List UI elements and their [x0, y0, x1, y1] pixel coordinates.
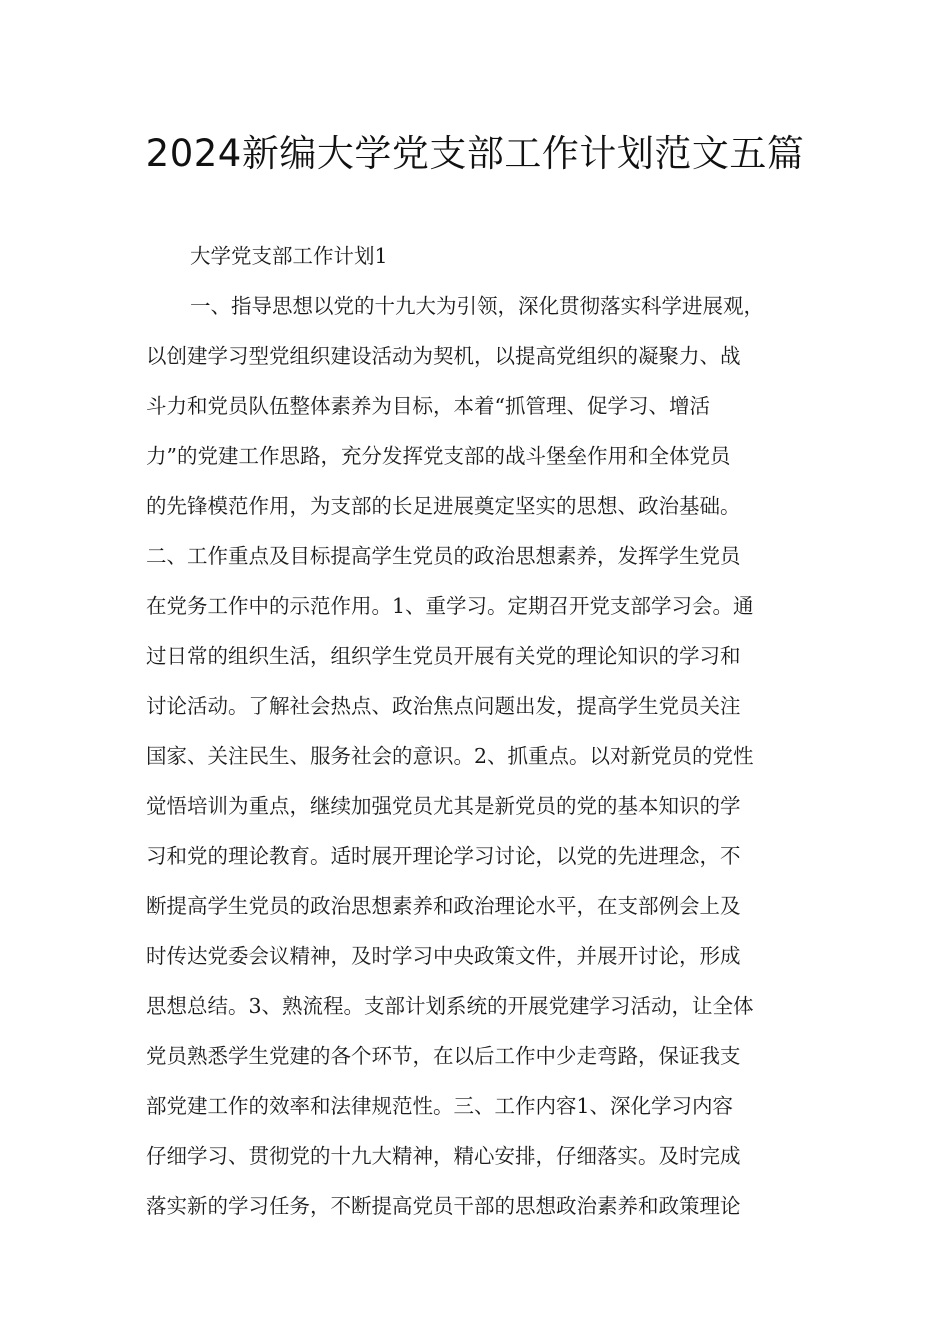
- paragraph-line: 仔细学习、贯彻党的十九大精神，精心安排，仔细落实。及时完成: [146, 1144, 741, 1168]
- paragraph-line: 时传达党委会议精神，及时学习中央政策文件，并展开讨论，形成: [146, 944, 741, 968]
- paragraph-line: 落实新的学习任务，不断提高党员干部的思想政治素养和政策理论: [146, 1194, 741, 1218]
- document-body: [146, 231, 816, 1231]
- paragraph-line: 过日常的组织生活，组织学生党员开展有关党的理论知识的学习和: [146, 644, 741, 668]
- paragraph-line: 大学党支部工作计划1: [190, 244, 388, 268]
- paragraph-line: 思想总结。3、熟流程。支部计划系统的开展党建学习活动，让全体: [146, 994, 754, 1018]
- paragraph-line: 斗力和党员队伍整体素养为目标，本着“抓管理、促学习、增活: [146, 394, 710, 418]
- paragraph-line: 以创建学习型党组织建设活动为契机，以提高党组织的凝聚力、战: [146, 344, 741, 368]
- paragraph-line: 力”的党建工作思路，充分发挥党支部的战斗堡垒作用和全体党员: [146, 444, 731, 468]
- paragraph-line: 在党务工作中的示范作用。1、重学习。定期召开党支部学习会。通: [146, 594, 754, 618]
- paragraph-line: 断提高学生党员的政治思想素养和政治理论水平，在支部例会上及: [146, 894, 741, 918]
- document-title: 2024新编大学党支部工作计划范文五篇: [145, 132, 805, 175]
- paragraph-line: 的先锋模范作用，为支部的长足进展奠定坚实的思想、政治基础。: [146, 494, 741, 518]
- paragraph-line: 二、工作重点及目标提高学生党员的政治思想素养，发挥学生党员: [146, 544, 741, 568]
- paragraph-line: 国家、关注民生、服务社会的意识。2、抓重点。以对新党员的党性: [146, 744, 754, 768]
- paragraph-line: 党员熟悉学生党建的各个环节，在以后工作中少走弯路，保证我支: [146, 1044, 741, 1068]
- paragraph-line: 部党建工作的效率和法律规范性。三、工作内容1、深化学习内容: [146, 1094, 734, 1118]
- paragraph-line: 一、指导思想以党的十九大为引领，深化贯彻落实科学进展观，: [190, 294, 764, 318]
- paragraph-line: 觉悟培训为重点，继续加强党员尤其是新党员的党的基本知识的学: [146, 794, 741, 818]
- paragraph-line: 讨论活动。了解社会热点、政治焦点问题出发，提高学生党员关注: [146, 694, 741, 718]
- paragraph-line: 习和党的理论教育。适时展开理论学习讨论，以党的先进理念，不: [146, 844, 741, 868]
